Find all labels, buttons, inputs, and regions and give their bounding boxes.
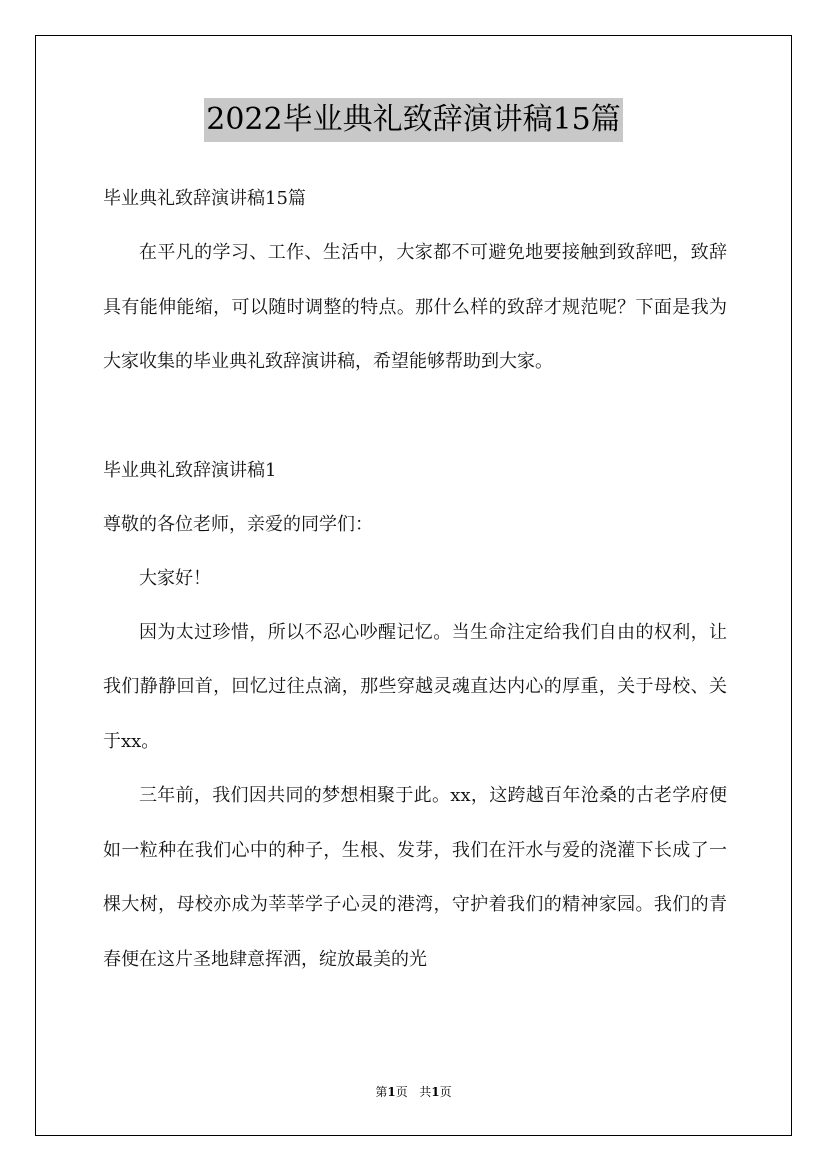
greeting: 大家好！ xyxy=(139,567,211,589)
total-number: 1 xyxy=(431,1085,440,1099)
total-suffix: 页 xyxy=(439,1085,452,1099)
intro-paragraph: 在平凡的学习、工作、生活中，大家都不可避免地要接触到致辞吧，致辞具有能伸能缩，可以随时调整的特点。那什么样的致辞才规范呢？下面是我为大家收集的毕业典礼致辞演讲稿，希望能够帮助到大家。 xyxy=(103,242,727,372)
page-footer xyxy=(0,1083,827,1100)
salutation: 尊敬的各位老师，亲爱的同学们： xyxy=(103,513,373,535)
body-paragraph-1: 因为太过珍惜，所以不忍心吵醒记忆。当生命注定给我们自由的权利，让我们静静回首，回忆过往点滴，那些穿越灵魂直达内心的厚重，关于母校、关于xx。 xyxy=(103,621,727,752)
document-subtitle: 毕业典礼致辞演讲稿15篇 xyxy=(103,188,306,209)
total-prefix: 共 xyxy=(419,1085,432,1099)
page-prefix: 第 xyxy=(375,1085,388,1099)
section-heading: 毕业典礼致辞演讲稿1 xyxy=(103,459,277,481)
page-number: 1 xyxy=(387,1085,396,1099)
page-suffix: 页 xyxy=(395,1085,408,1099)
document-title: 2022毕业典礼致辞演讲稿15篇 xyxy=(204,98,623,142)
body-paragraph-2: 三年前，我们因共同的梦想相聚于此。xx，这跨越百年沧桑的古老学府便如一粒种在我们心中的种子，生根、发芽，我们在汗水与爱的浇灌下长成了一棵大树，母校亦成为莘莘学子心灵的港湾，守护着我们的精神家园。我们的青春便在这片圣地肆意挥洒，绽放最美的光 xyxy=(103,785,727,970)
title-container xyxy=(0,98,827,142)
blank-line xyxy=(103,390,727,444)
document-body xyxy=(103,172,727,987)
